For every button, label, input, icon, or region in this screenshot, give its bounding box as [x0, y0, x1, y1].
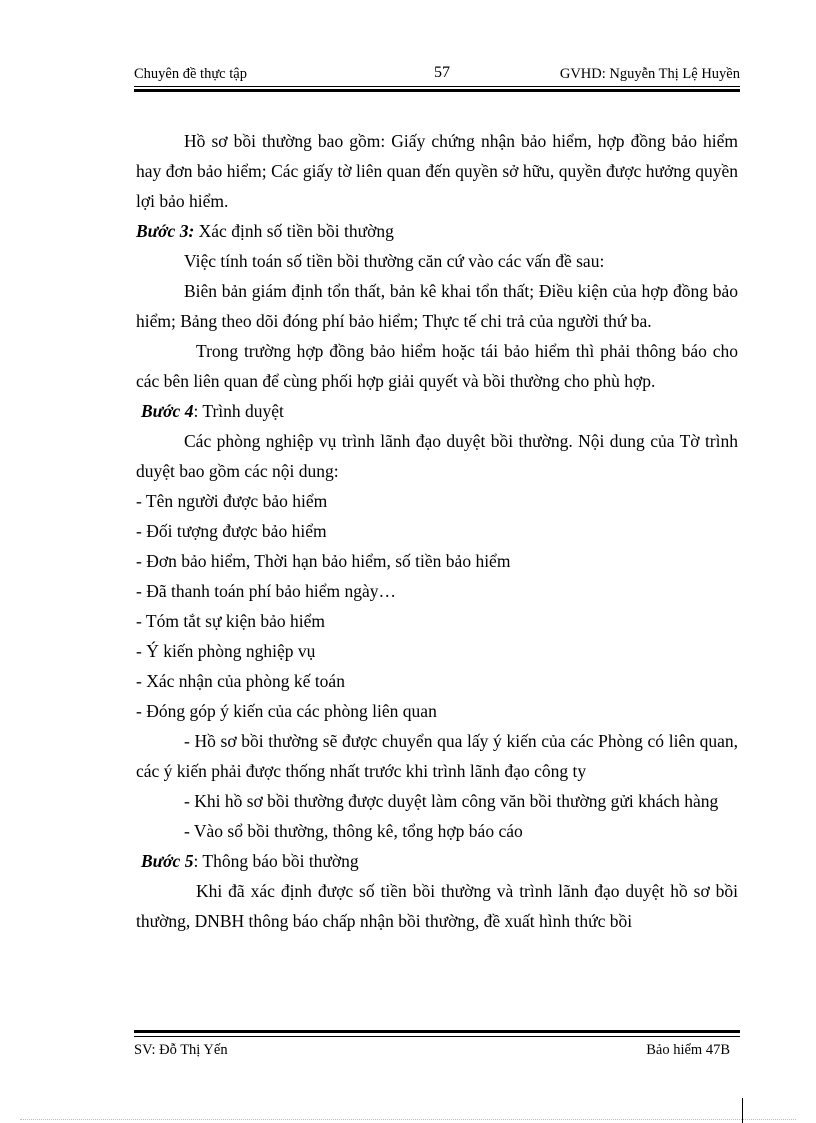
paragraph-opinions: - Hồ sơ bồi thường sẽ được chuyển qua lấy ý kiến của các Phòng có liên quan, các ý kiến phải được thống nhất trước khi trình lãnh đạo công ty	[136, 731, 738, 781]
step-4-heading	[136, 396, 738, 426]
step-5-heading	[136, 846, 738, 876]
footer-rule-thick	[134, 1030, 740, 1033]
page-footer	[134, 1042, 740, 1064]
list-item: - Ý kiến phòng nghiệp vụ	[136, 641, 316, 661]
list-item: - Đóng góp ý kiến của các phòng liên quan	[136, 701, 437, 721]
paragraph-calculation-basis: Biên bản giám định tổn thất, bản kê khai tổn thất; Điều kiện của hợp đồng bảo hiểm; Bảng theo dõi đóng phí bảo hiểm; Thực tế chi trả của người thứ ba.	[136, 281, 738, 331]
page-edge-dots	[20, 1119, 796, 1120]
list-item: - Đối tượng được bảo hiểm	[136, 521, 327, 541]
list-item: - Tóm tắt sự kiện bảo hiểm	[136, 611, 325, 631]
paragraph-approved-dispatch: - Khi hồ sơ bồi thường được duyệt làm công văn bồi thường gửi khách hàng	[184, 791, 719, 811]
footer-class: Bảo hiểm 47B	[646, 1042, 730, 1058]
step-4-title: : Trình duyệt	[193, 401, 284, 421]
list-item: - Đã thanh toán phí bảo hiểm ngày…	[136, 581, 397, 601]
step-3-heading	[136, 216, 738, 246]
list-item: - Đơn bảo hiểm, Thời hạn bảo hiểm, số tiền bảo hiểm	[136, 551, 511, 571]
step-4-label: Bước 4	[141, 401, 194, 421]
paragraph-calculation: Việc tính toán số tiền bồi thường căn cứ vào các vấn đề sau:	[184, 251, 605, 271]
paragraph-approval-submission: Các phòng nghiệp vụ trình lãnh đạo duyệt bồi thường. Nội dung của Tờ trình duyệt bao gồm các nội dung:	[136, 431, 738, 481]
header-rule-thin	[134, 86, 740, 87]
step-5-label: Bước 5	[141, 851, 194, 871]
page-body	[136, 126, 738, 936]
step-3-title: Xác định số tiền bồi thường	[194, 221, 394, 241]
list-item: - Xác nhận của phòng kế toán	[136, 671, 345, 691]
paragraph-notification: Khi đã xác định được số tiền bồi thường và trình lãnh đạo duyệt hồ sơ bồi thường, DNBH thông báo chấp nhận bồi thường, đề xuất hình thức bồi	[136, 881, 738, 931]
paragraph-co-insurance: Trong trường hợp đồng bảo hiểm hoặc tái bảo hiểm thì phải thông báo cho các bên liên quan để cùng phối hợp giải quyết và bồi thường cho phù hợp.	[136, 341, 738, 391]
paragraph-recording: - Vào sổ bồi thường, thông kê, tổng hợp báo cáo	[184, 821, 523, 841]
list-item: - Tên người được bảo hiểm	[136, 491, 328, 511]
footer-student: SV: Đỗ Thị Yến	[134, 1042, 228, 1058]
paragraph-claim-documents: Hồ sơ bồi thường bao gồm: Giấy chứng nhận bảo hiểm, hợp đồng bảo hiểm hay đơn bảo hiểm; Các giấy tờ liên quan đến quyền sở hữu, quyền được hưởng quyền lợi bảo hiểm.	[136, 131, 738, 211]
footer-rule-thin	[134, 1036, 740, 1037]
header-course-title: Chuyên đề thực tập	[134, 66, 247, 82]
step-3-label: Bước 3:	[136, 221, 195, 241]
page-header	[134, 64, 740, 86]
header-page-number: 57	[434, 64, 450, 81]
header-supervisor: GVHD: Nguyễn Thị Lệ Huyền	[559, 66, 740, 82]
step-5-title: : Thông báo bồi thường	[193, 851, 359, 871]
header-rule-thick	[134, 89, 740, 92]
